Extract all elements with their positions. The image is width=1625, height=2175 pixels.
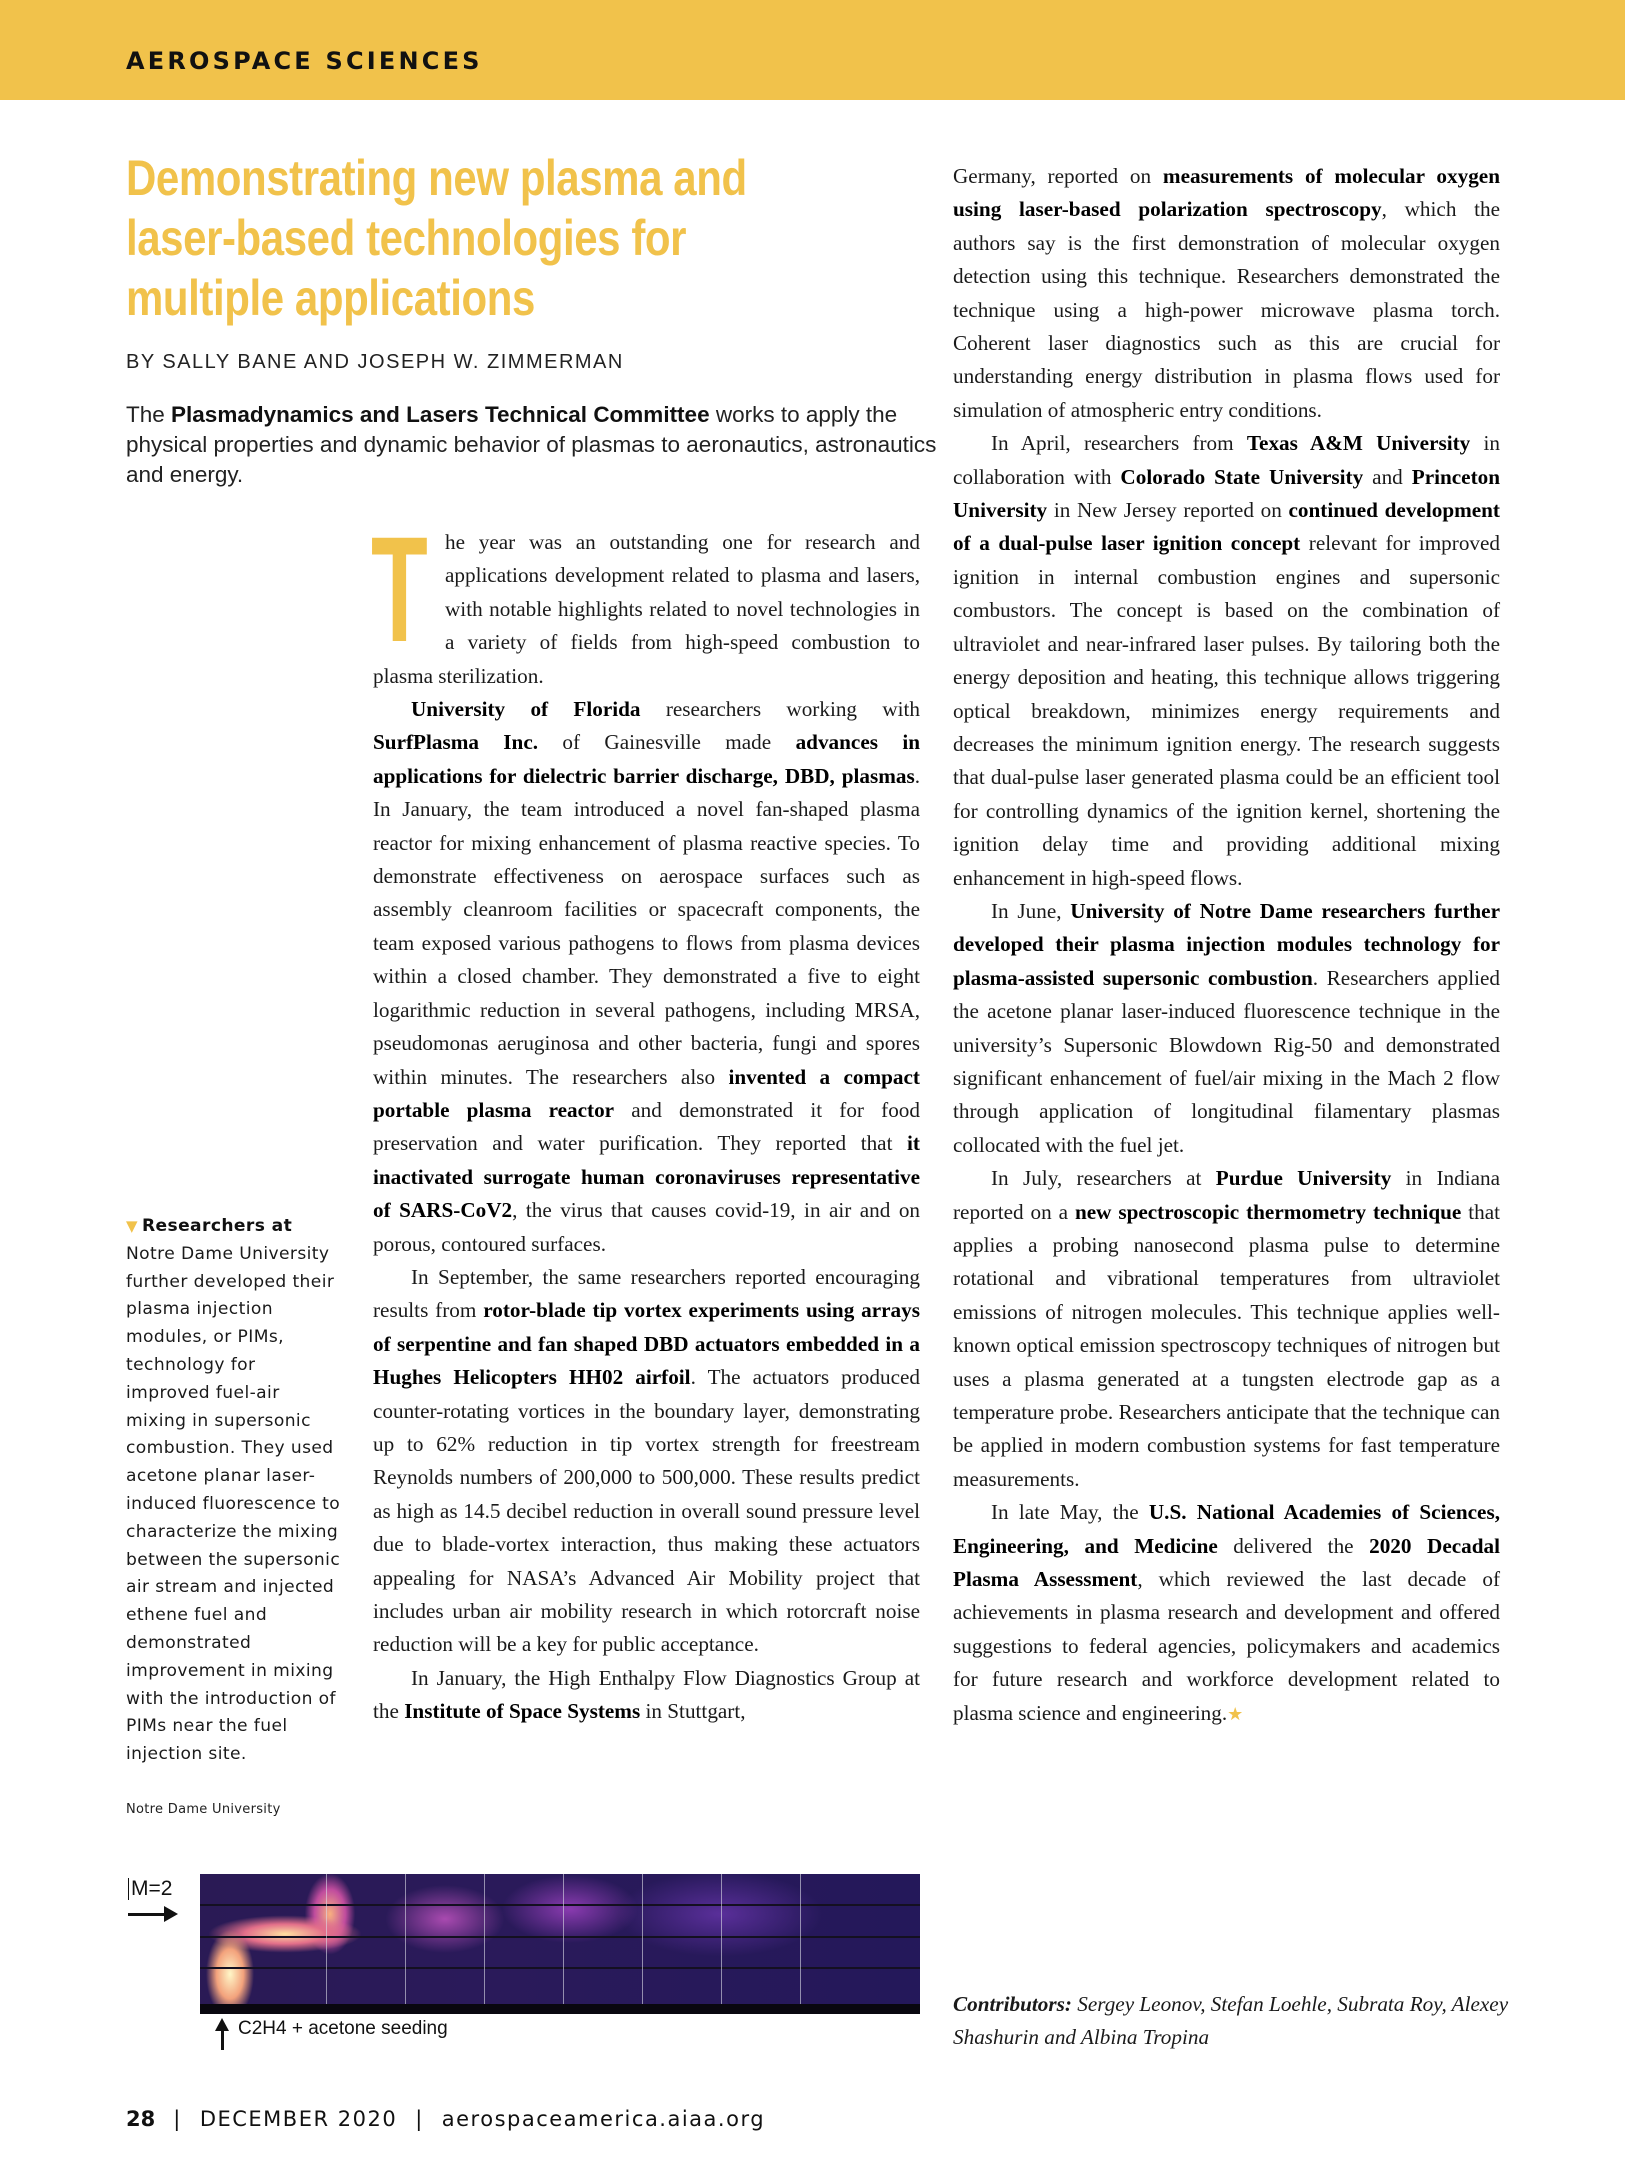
body-paragraph bbox=[953, 1496, 1500, 1731]
body-paragraph bbox=[373, 1662, 920, 1729]
emphasis-text: Colorado State University bbox=[1120, 464, 1364, 489]
body-text: he year was an outstanding one for research and applications development related to plasma and lasers, with notable highlights related to novel technologies in a variety of fields from high-speed combustion to plasma sterilization. bbox=[373, 530, 920, 688]
body-text: In late May, the bbox=[991, 1500, 1149, 1525]
photo-credit: Notre Dame University bbox=[126, 1802, 281, 1817]
grid-line bbox=[200, 1936, 920, 1938]
website-link[interactable]: aerospaceamerica.aiaa.org bbox=[441, 2107, 766, 2131]
issue-date: DECEMBER 2020 bbox=[199, 2107, 398, 2131]
footer-separator: | bbox=[415, 2107, 424, 2131]
contributors bbox=[953, 1988, 1513, 2054]
arrow-right-icon bbox=[128, 1913, 174, 1916]
emphasis-text: Institute of Space Systems bbox=[404, 1699, 641, 1724]
emphasis-text: continued development of a dual-pulse laser ignition concept bbox=[953, 498, 1500, 556]
emphasis-text: U.S. National Academies of Sciences, Engineering, and Medicine bbox=[953, 1500, 1501, 1558]
body-text: delivered the bbox=[1217, 1533, 1370, 1558]
drop-cap: T bbox=[371, 505, 428, 673]
body-paragraph bbox=[371, 505, 920, 693]
mach-number-label: M=2 bbox=[128, 1878, 172, 1900]
body-text: Germany, reported on bbox=[953, 164, 1163, 188]
body-text: In September, the same researchers reported encouraging results from bbox=[373, 1264, 920, 1323]
grid-line bbox=[642, 1874, 643, 2006]
body-paragraph bbox=[953, 895, 1500, 1162]
emphasis-text: it inactivated surrogate human coronaviruses representative of SARS-CoV2 bbox=[373, 1131, 920, 1223]
body-paragraph bbox=[373, 693, 920, 1261]
emphasis-text: advances in applications for dielectric barrier discharge, DBD, plasmas bbox=[373, 730, 921, 788]
body-text: , the virus that causes covid-19, in air and on porous, contoured surfaces. bbox=[373, 1198, 921, 1256]
body-text: of Gainesville made bbox=[538, 730, 796, 755]
body-column-2 bbox=[953, 160, 1500, 1731]
emphasis-text: new spectroscopic thermometry technique bbox=[1074, 1199, 1462, 1224]
section-label: AEROSPACE SCIENCES bbox=[126, 47, 483, 75]
body-text: , which the authors say is the first demonstration of molecular oxygen detection using this technique. Researchers demonstrated the technique using a high-power microwave plasma torch. Coherent laser diagnostics such as this are crucial for understanding energy distribution in plasma flows used for simulation of atmospheric entry conditions. bbox=[953, 197, 1500, 422]
grid-line bbox=[200, 1967, 920, 1969]
grid-line bbox=[484, 1874, 485, 2006]
emphasis-text: Texas A&M University bbox=[1246, 431, 1471, 456]
body-paragraph bbox=[953, 427, 1500, 895]
caption-body: Notre Dame University further developed their plasma injection modules, or PIMs, technology for improved fuel-air mixing in supersonic combustion. They used acetone planar laser-induced fluorescence to characterize the mixing between the supersonic air stream and injected ethene fuel and demonstrated improvement in mixing with the introduction of PIMs near the fuel injection site. bbox=[126, 1243, 341, 1765]
plif-image bbox=[200, 1874, 920, 2014]
star-icon: ★ bbox=[1227, 1703, 1244, 1724]
emphasis-text: invented a compact portable plasma reactor bbox=[373, 1064, 920, 1122]
body-text: and bbox=[1363, 464, 1412, 489]
triangle-down-icon: ▼ bbox=[126, 1217, 138, 1235]
emphasis-text: University of Florida bbox=[411, 697, 641, 722]
emphasis-text: University of Notre Dame researchers further developed their plasma injection modules technology for plasma-assisted supersonic combustion bbox=[953, 898, 1500, 990]
page-number: 28 bbox=[126, 2107, 156, 2131]
body-column-1 bbox=[371, 505, 921, 1729]
injection-label: C2H4 + acetone seeding bbox=[238, 2018, 448, 2039]
grid-line bbox=[200, 1904, 920, 1906]
body-text: in New Jersey reported on bbox=[1047, 498, 1289, 523]
figure-caption bbox=[126, 1213, 341, 1769]
grid-line bbox=[800, 1874, 801, 2006]
page-footer bbox=[126, 2107, 765, 2131]
body-text: . In January, the team introduced a novel fan-shaped plasma reactor for mixing enhancement of plasma reactive species. To demonstrate effectiveness on aerospace surfaces such as assembly cleanroom facilities or spacecraft components, the team exposed various pathogens to flows from plasma devices within a closed chamber. They demonstrated a five to eight logarithmic reduction in several pathogens, including MRSA, pseudomonas aeruginosa and other bacteria, fungi and spores within minutes. The researchers also bbox=[373, 763, 920, 1089]
emphasis-text: Purdue University bbox=[1215, 1166, 1392, 1191]
body-text: in Stuttgart, bbox=[640, 1699, 746, 1724]
body-text: . The actuators produced counter-rotating vortices in the boundary layer, demonstrating up to 62% reduction in tip vortex strength for freestream Reynolds numbers of 200,000 to 500,000. These results predict as high as 14.5 decibel reduction in overall sound pressure level due to blade-vortex interaction, thus making these actuators appealing for NASA’s Advanced Air Mobility project that includes urban air mobility research in which rotorcraft noise reduction will be a key for public acceptance. bbox=[373, 1365, 920, 1657]
dek-committee-name: Plasmadynamics and Lasers Technical Committee bbox=[171, 402, 710, 427]
body-text: that applies a probing nanosecond plasma pulse to determine rotational and vibrational temperatures from ultraviolet emissions of nitrogen molecules. This technique applies well-known optical emission spectroscopy techniques of nitrogen but uses a plasma generated at a tungsten electrode gap as a temperature probe. Researchers anticipate that the technique can be applied in modern combustion systems for fast temperature measurements. bbox=[953, 1199, 1500, 1491]
dek-text: works to apply the physical properties and dynamic behavior of plasmas to aeronautics, astronautics and energy. bbox=[126, 402, 937, 487]
body-text: and demonstrated it for food preservation and water purification. They reported that bbox=[373, 1097, 920, 1156]
body-text: relevant for improved ignition in internal combustion engines and supersonic combustors. The concept is based on the combination of ultraviolet and near-infrared laser pulses. By tailoring both the energy deposition and heating, this technique allows triggering optical breakdown, minimizes energy requirements and decreases the minimum ignition energy. The research suggests that dual-pulse laser generated plasma could be an efficient tool for controlling dynamics of the ignition kernel, shortening the ignition delay time and providing additional mixing enhancement in high-speed flows. bbox=[953, 531, 1501, 890]
grid-line bbox=[405, 1874, 406, 2006]
grid-line bbox=[326, 1874, 327, 2006]
body-text: . Researchers applied the acetone planar laser-induced fluorescence technique in the university’s Supersonic Blowdown Rig-50 and demonstrated significant enhancement of fuel/air mixing in the Mach 2 flow through application of longitudinal filamentary plasmas collocated with the fuel jet. bbox=[953, 965, 1500, 1157]
caption-lead: Researchers at bbox=[141, 1216, 293, 1236]
body-paragraph bbox=[953, 160, 1500, 427]
body-text: researchers working with bbox=[640, 697, 920, 722]
emphasis-text: 2020 Decadal Plasma Assessment bbox=[953, 1533, 1500, 1592]
grid-line bbox=[721, 1874, 722, 2006]
emphasis-text: rotor-blade tip vortex experiments using arrays of serpentine and fan shaped DBD actuators embedded in a Hughes Helicopters HH02 airfoil bbox=[373, 1298, 920, 1390]
body-text: , which reviewed the last decade of achievements in plasma research and development and offered suggestions to federal agencies, policymakers and academics for future research and workforce development related to plasma science and engineering. bbox=[953, 1567, 1500, 1725]
arrow-up-icon bbox=[221, 2026, 224, 2050]
contributors-label: Contributors: bbox=[953, 1992, 1072, 2016]
wall-surface bbox=[200, 2004, 920, 2014]
body-text: in collaboration with bbox=[953, 431, 1500, 489]
body-paragraph bbox=[953, 1162, 1500, 1496]
emphasis-text: SurfPlasma Inc. bbox=[373, 730, 539, 755]
grid-line bbox=[563, 1874, 564, 2006]
body-text: In April, researchers from bbox=[991, 431, 1247, 456]
contributors-names: Sergey Leonov, Stefan Loehle, Subrata Roy, Alexey Shashurin and Albina Tropina bbox=[953, 1992, 1509, 2049]
byline: BY SALLY BANE AND JOSEPH W. ZIMMERMAN bbox=[126, 351, 624, 373]
footer-separator: | bbox=[173, 2107, 182, 2131]
body-text: In January, the High Enthalpy Flow Diagnostics Group at the bbox=[373, 1665, 920, 1724]
body-text: in Indiana reported on a bbox=[953, 1166, 1501, 1224]
body-text: In June, bbox=[991, 898, 1071, 923]
article-title: Demonstrating new plasma and laser-based technologies for multiple applications bbox=[126, 150, 747, 326]
body-text: In July, researchers at bbox=[991, 1166, 1216, 1191]
emphasis-text: measurements of molecular oxygen using laser-based polarization spectroscopy bbox=[953, 164, 1500, 222]
emphasis-text: Princeton University bbox=[953, 464, 1501, 523]
article-dek bbox=[126, 400, 966, 490]
body-paragraph bbox=[373, 1261, 920, 1662]
dek-text: The bbox=[126, 402, 172, 427]
